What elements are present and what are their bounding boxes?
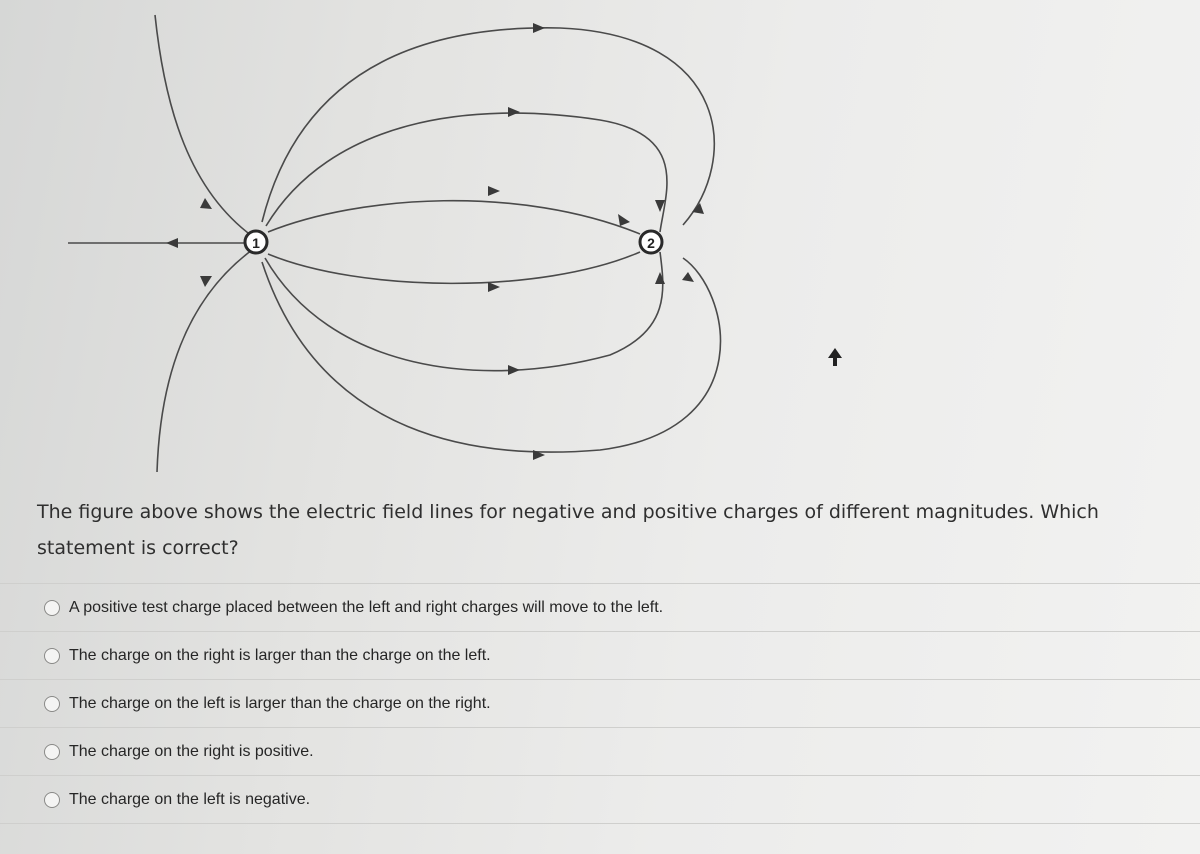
choice-3[interactable] (0, 679, 1200, 727)
field-line-inner-bottom (268, 252, 640, 283)
field-arrowhead (508, 107, 520, 117)
charge-left (245, 231, 267, 253)
field-arrowhead (508, 365, 520, 375)
choice-3-label: The charge on the left is larger than the charge on the right. (69, 694, 491, 712)
choice-1-radio[interactable] (44, 600, 60, 616)
field-arrowhead (166, 238, 178, 248)
choice-5-label: The charge on the left is negative. (69, 790, 311, 808)
choice-4-label: The charge on the right is positive. (69, 742, 314, 760)
field-arrowhead (533, 23, 545, 33)
choice-1-label: A positive test charge placed between the left and right charges will move to the left. (69, 598, 664, 616)
charge-right-label: 2 (647, 235, 655, 251)
choice-3-radio[interactable] (44, 696, 60, 712)
field-arrowhead (200, 198, 212, 209)
field-arrowhead (655, 272, 665, 284)
choice-4[interactable] (0, 727, 1200, 775)
choice-2[interactable] (0, 631, 1200, 679)
field-arrowhead (488, 282, 500, 292)
question-text: The figure above shows the electric field lines for negative and positive charges of different magnitudes. Which statement is correct? (37, 501, 1099, 559)
field-arrowhead (200, 276, 212, 287)
field-arrowhead (618, 214, 630, 226)
choice-5-radio[interactable] (44, 792, 60, 808)
choice-2-radio[interactable] (44, 648, 60, 664)
choice-4-radio[interactable] (44, 744, 60, 760)
choice-2-label: The charge on the right is larger than the charge on the left. (69, 646, 491, 664)
field-arrowhead (682, 272, 694, 282)
field-line-inner-top (268, 201, 640, 234)
field-arrowhead (488, 186, 500, 196)
charge-left-label: 1 (252, 235, 260, 251)
choice-5[interactable] (0, 775, 1200, 824)
choice-1[interactable] (0, 583, 1200, 631)
charge-right (640, 231, 662, 253)
answer-choices (0, 583, 1200, 824)
mouse-pointer-icon (826, 346, 844, 368)
field-line-mid-bottom (265, 252, 663, 371)
